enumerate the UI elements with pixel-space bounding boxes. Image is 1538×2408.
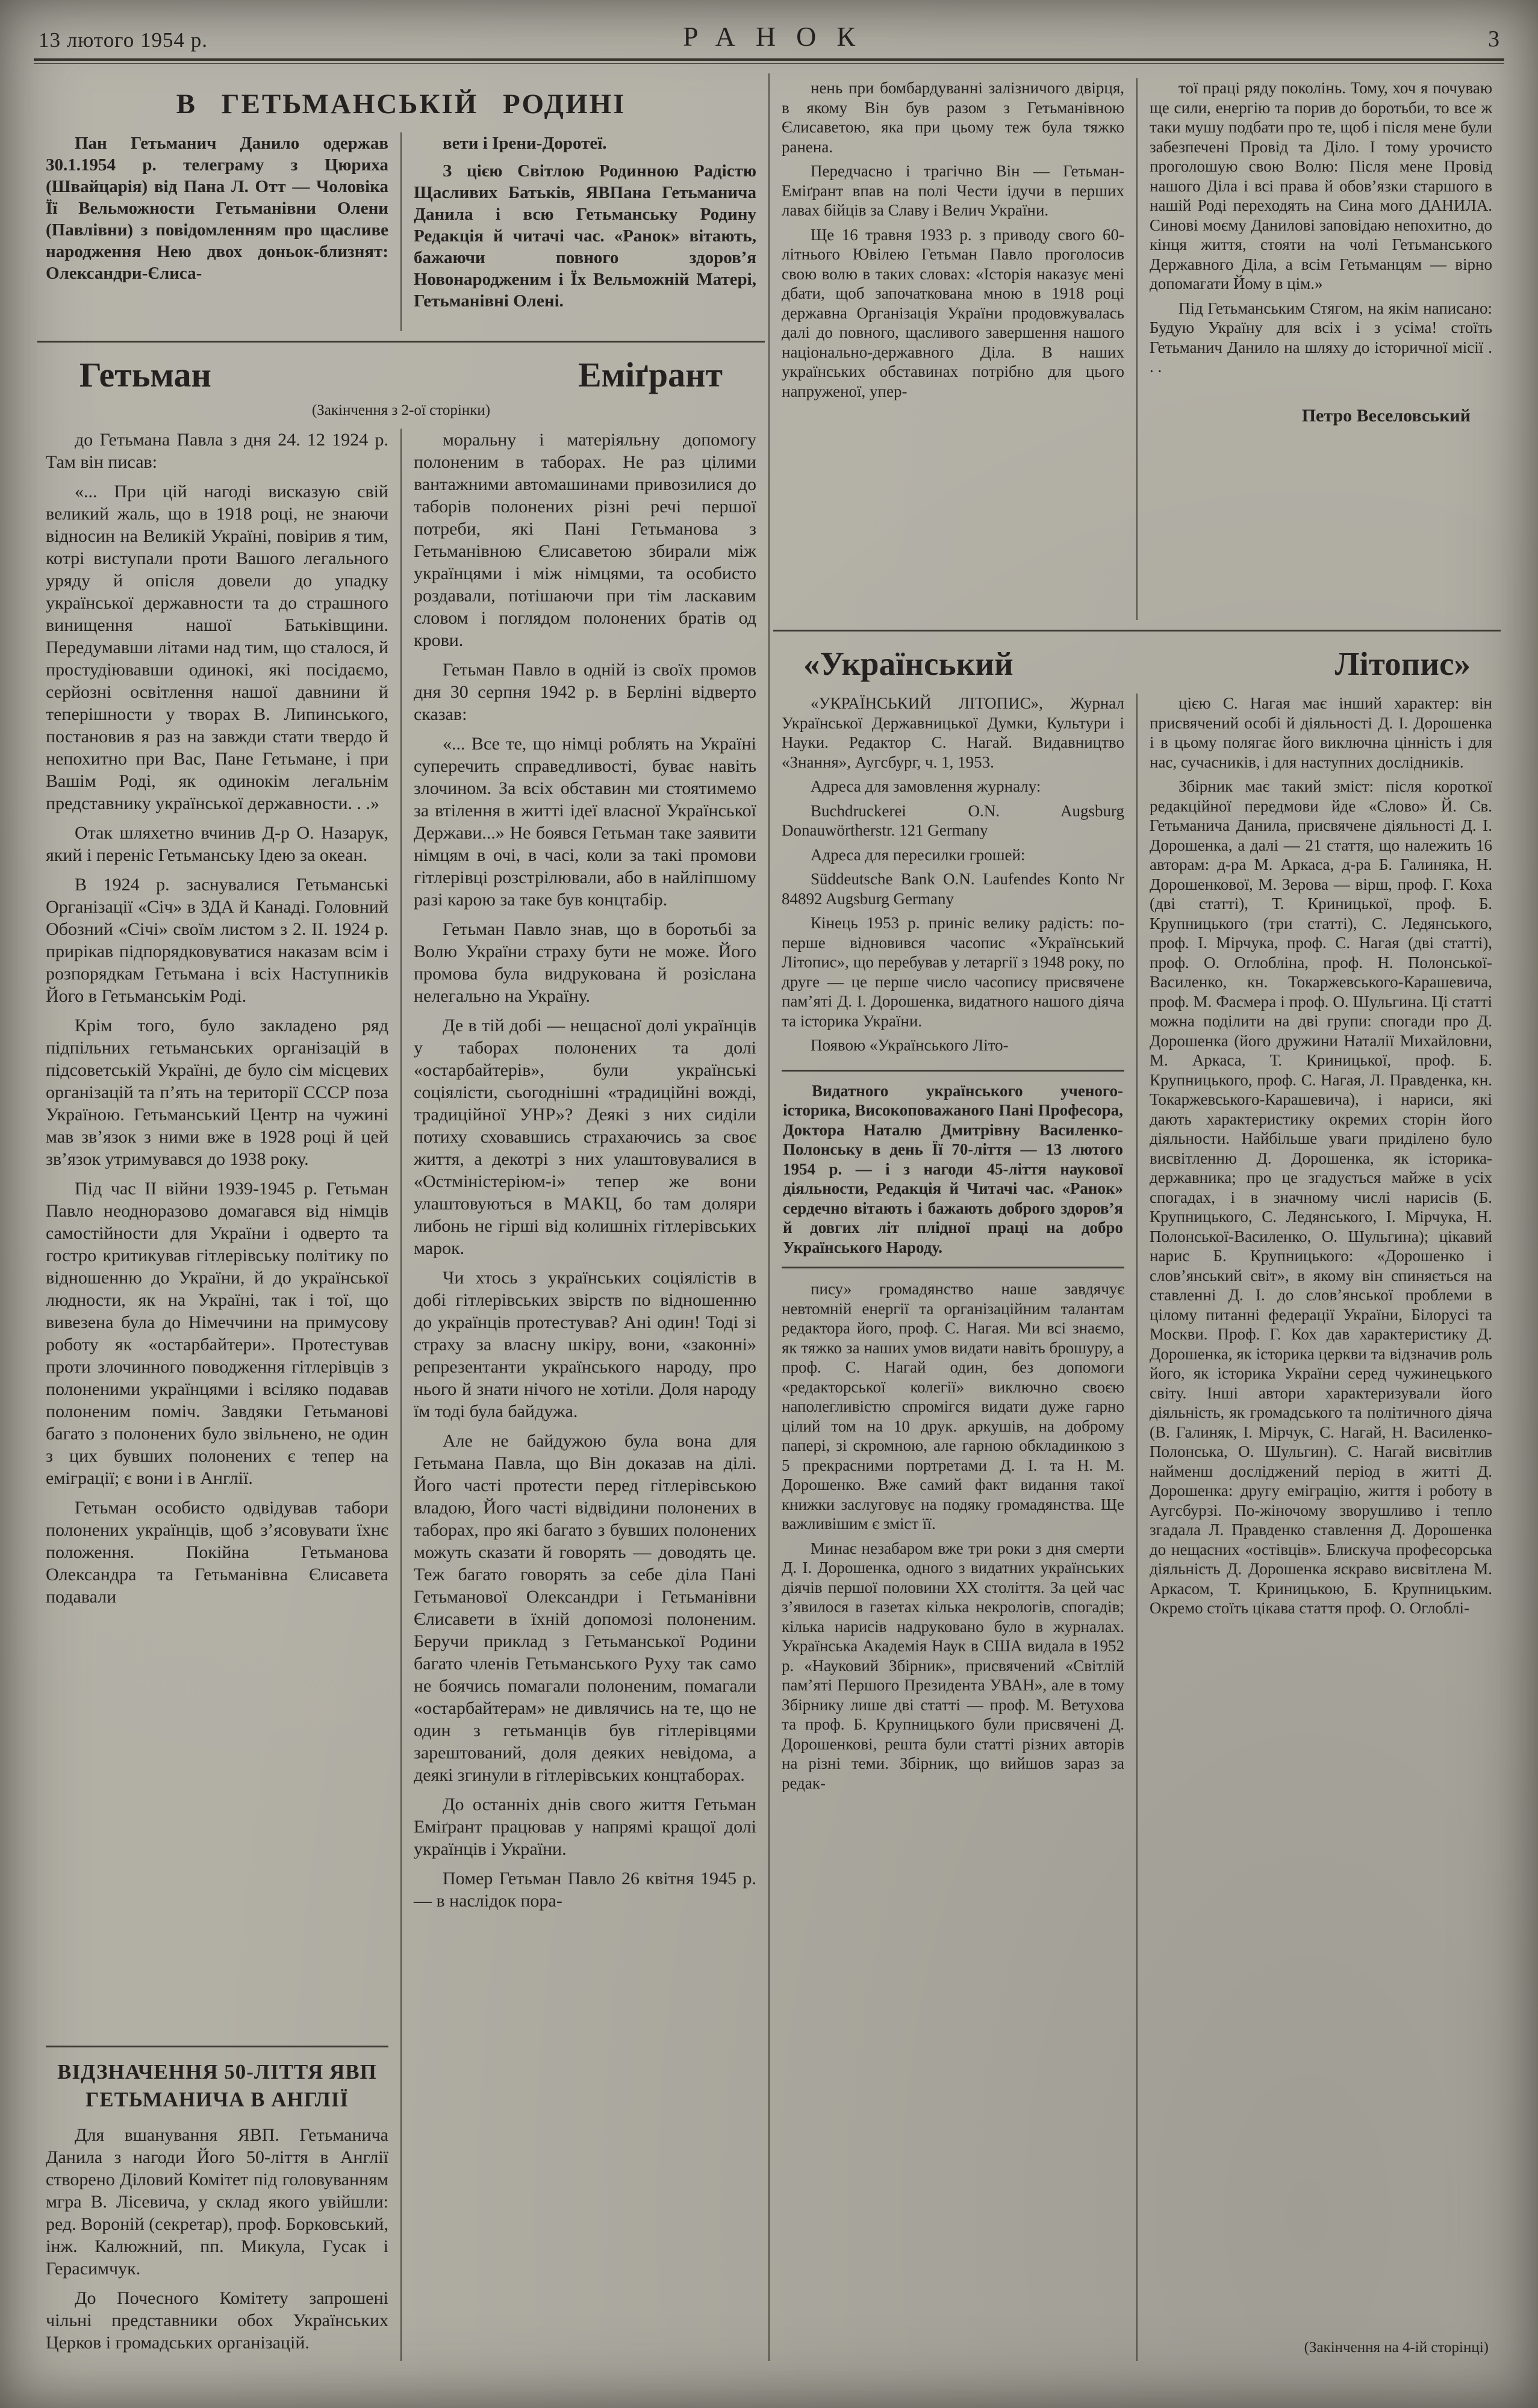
page-number: 3	[1488, 26, 1499, 52]
litopys-article	[770, 641, 1504, 2361]
litopys-text-1	[782, 1279, 1124, 1798]
header-rule	[34, 58, 1504, 64]
litopys-column-1	[770, 694, 1136, 2361]
section-divider	[773, 630, 1501, 631]
paragraph: До останніх днів свого життя Гетьман Еміґрант працював у напрямі кращої долі українців і України.	[414, 1795, 756, 1859]
page-header	[0, 0, 1538, 58]
paragraph: Ще 16 травня 1933 р. з приводу свого 60-літнього Ювілею Гетьман Павло проголосив свою волю в таких словах: «Історія наказує мені дбати, щоб започаткована мною в 1918 році державна Організація України продовжувалась далі до повного, щасливого завершення нашого національно-державного Діла. В наших українських обставинах потрібно для цього напруженої, упер-	[782, 225, 1124, 400]
family-text-2	[414, 132, 756, 312]
paragraph: Отак шляхетно вчинив Д-р О. Назарук, який і переніс Гетьманську Ідею за океан.	[46, 823, 388, 865]
section-divider	[37, 341, 765, 343]
paragraph: Адреса для пересилки грошей:	[811, 845, 1026, 864]
continuation-note: (Закінчення на 4-ій сторінці)	[1304, 2339, 1489, 2356]
family-article-title: В ГЕТЬМАНСЬКІЙ РОДИНІ	[176, 88, 626, 120]
paragraph: «УКРАЇНСЬКИЙ ЛІТОПИС», Журнал Української Державницької Думки, Культури і Науки. Редактор С. Нагай. Видавництво «Знання», Аугсбург, ч. 1, 1953.	[782, 694, 1124, 771]
hetman-column-3	[770, 78, 1136, 620]
hetman-column-1	[34, 429, 400, 2361]
paragraph: Адреса для замовлення журналу:	[811, 777, 1041, 795]
litopys-article-title: «Український Літопис»	[803, 645, 1471, 682]
paragraph: Під час II війни 1939-1945 р. Гетьман Павло неодноразово домагався від німців самостійности для України і одверто та гостро критикував гітлерівську політику по відношенню до України, й до української людности, як на Україні, так і тої, що вивезена була до Німеччини на примусову роботу як «остарбайтери». Протестував проти злочинного поводження гітлерівців з полоненими українцями і всіляко подавав полоненим поміч. Завдяки Гетьманові багато з полонених було звільнено, не один з цих бувших полонених є тепер на еміграції; є вони і в Англії.	[46, 1179, 388, 1488]
paragraph: тої праці ряду поколінь. Тому, хоч я почуваю ще сили, енергію та порив до боротьби, то все ж таки мушу подбати про те, щоб і після мене були забезпечені Провід та Діло. І тому урочисто проголошую свою Волю: Після мене Провід нашого Діла і всі права й обов’язки старшого в нашій Роді переходять на Сина мого ДАНИЛА. Синові моєму Данилові заповідаю непохитно, до кінця життя, стояти на чолі Гетьманського Державного Діла, а всім Гетьманцям — вірно допомагати Йому в цім.»	[1150, 79, 1492, 293]
paragraph: Але не байдужою була вона для Гетьмана Павла, що Він доказав на ділі. Його часті протести перед гітлерівською владою, Його часті відвідини полонених в таборах, про які багато з бувших полонених можуть сказати й говорять — доводять це. Теж багато говорять за себе діла Пані Гетьманової Олександри і Гетьманівни Єлисавети в їхній допомозі полоненим. Беручи приклад з Гетьманської Родини багато членів Гетьманського Руху так само не боячись помагали полоненим, помагали «остарбайтерам» не дивлячись на те, що не один з гетьманців був гітлерівцями зарештований, доля деяких невідома, а деякі згинули в гітлерівських концтаборах.	[414, 1431, 756, 1785]
greeting-box	[782, 1070, 1124, 1269]
paragraph: «... При цій нагоді висказую свій великий жаль, що в 1918 році, не знаючи відносин на Великій Україні, повірив я тим, котрі виступали проти Вашого легального уряду й опісля довели до упадку української державности та до страшного винищення нашої Батьківщини. Передумавши літами над тим, що сталося, й простудіювавши одинокі, які посідаємо, серйозні освітлення нашої давнини й теперішности у творах В. Липинського, постановив я раз на завжди стати твердо й непохитно при Вас, Пане Гетьмане, і при Вашім Роді, як одинокім легальнім представнику української державности. . .»	[46, 482, 388, 813]
hetman-text-3	[782, 78, 1124, 406]
paragraph: Гетьман Павло знав, що в боротьбі за Волю України страху бути не може. Його промова була видрукована й розіслана нелегально на Україну.	[414, 919, 756, 1006]
paragraph: Крім того, було закладено ряд підпільних гетьманських організацій в підсоветській Україні, де було сім місцевих організацій та п’ять на території СССР поза Україною. Гетьманський Центр на чужині мав зв’язок з ними вже в 1928 році й цей зв’язок утримувався до 1938 року.	[46, 1016, 388, 1169]
hetman-column-4	[1136, 78, 1504, 620]
hetman-columns	[34, 429, 768, 2361]
paragraph: цією С. Нагая має інший характер: він присвячений особі й діяльності Д. І. Дорошенка і в цьому полягає його виключна цінність і для нас, сучасників, і для наступних дослідників.	[1150, 694, 1492, 771]
paragraph: нень при бомбардуванні залізничого двірця, в якому Він був разом з Гетьманівною Єлисаветою, яка при цьому теж була тяжко ранена.	[782, 79, 1124, 156]
paragraph: Помер Гетьман Павло 26 квітня 1945 р. — в наслідок пора-	[414, 1869, 756, 1911]
hetman-column-2	[400, 429, 768, 2361]
paragraph: «... Все те, що німці роблять на Україні суперечить справедливості, буває навіть злочином. За всіх обставин ми стоятимемо за втілення в житті ідеї власної Української Держави...» Не боявся Гетьман таке заявити німцям в очі, в часі, коли за такі промови гітлерівці розстрілювали, або в найліпшому разі карою за таке був концтабір.	[414, 734, 756, 910]
greeting-text	[783, 1081, 1123, 1258]
paragraph: моральну і матеріяльну допомогу полоненим в таборах. Не раз цілими вантажними автомашинами привозилися до таборів полонених різні речі першої потреби, які Пані Гетьманова з Гетьманівною Єлисаветою збирали між українцями і між німцями, та особисто роздавали, потішаючи при тім ласкавим словом і поглядом полонених братів од крови.	[414, 430, 756, 650]
hetman-article	[34, 352, 768, 2361]
paragraph: Збірник має такий зміст: після короткої редакційної передмови йде «Слово» Й. Св. Гетьманича Данила, присвячене діяльності Д. І. Дорошенка, а далі — 21 стаття, що належить 16 авторам: д-ра М. Аркаса, д-ра Б. Галиняка, Н. Дорошенкової, М. Зерова — вірш, проф. Г. Коха (дві статті), Т. Криницької, проф. Б. Крупницького (три статті), С. Ледянського, проф. І. Мірчука, проф. С. Нагая (дві статті), проф. О. Оглобліна, проф. Н. Полонської-Василенко, кн. Токаржевського-Карашевича, проф. М. Фасмера і проф. О. Шульгина. Ці статті можна поділити на дві групи: спогади про Д. Дорошенка (його дружини Наталії Михайловни, М. Аркаса, Т. Криницької, проф. Б. Крупницького, проф. С. Нагая, Л. Правденка, кн. Токаржевського-Карашевича), і нариси, які дають характеристику окремих сторін його діяльности. Найбільше уваги приділено було висвітленню Д. Дорошенка, як історика-державника; про це згадується майже в усіх спогадах, і в значному числі нарисів (Б. Крупницького, С. Ледянського, І. Мірчука, Н. Полонської-Василенко, О. Шульгина); цікавий нарис Б. Крупницького: «Дорошенко і слов’янський світ», в якому він спиняється на ставленні Д. І. до слов’янської проблеми в цілому питанні федерації України, Білорусі та Москви. Проф. Г. Кох дав характеристику Д. Дорошенка, як історика церкви та відзначив роль його, як історика України серед чужинецького світу. Інші автори характеризували його діяльність, як громадського та політичного діяча (В. Галиняк, І. Мірчук, С. Нагай, Н. Василенко-Полонська, О. Шульгин). С. Нагай висвітлив найменш досліджений період в житті Д. Дорошенка: другу еміграцію, життя і роботу в Аугсбурзі. По-жіночому зворушливо і тепло згадала Л. Правденко ставлення Д. Дорошенка до нещасних «остівців». Блискуча професорська діяльність Д. Дорошенка яскраво висвітлена М. Аркасом, Т. Криницькою, Б. Крупницьким. Окремо стоїть цікава стаття проф. О. Оглоблі-	[1150, 777, 1492, 1617]
paragraph: вети і Ірени-Доротеї.	[443, 134, 607, 153]
family-column-1	[34, 132, 400, 331]
paragraph: Гетьман Павло в одній із своїх промов дня 30 серпня 1942 р. в Берліні відверто сказав:	[414, 660, 756, 724]
litopys-text-2	[1150, 694, 1492, 1623]
paragraph: Де в тій добі — нещасної долі українців у таборах полонених та долі «остарбайтерів», були українські соціялісти, сьогоднішні «традиційні вожді, традиційної УНР»? Деякі з них сиділи потиху сховавшись страхаючись за своє життя, а декотрі з них улаштовувалися в «Остміністеріюм-і» тепер же вони улаштовуються в МАКЦ, бо там доляри либонь не гірші від колишніх гітлерівських марок.	[414, 1016, 756, 1258]
paragraph: до Гетьмана Павла з дня 24. 12 1924 р. Там він писав:	[46, 430, 388, 472]
litopys-column-2	[1136, 694, 1504, 2361]
paragraph: Кінець 1953 р. приніс велику радість: по-перше відновився часопис «Український Літопис», що перебував у летаргії з 1948 року, по друге — це перше число часопису присвячене пам’яті Д. І. Дорошенка, видатного нашого діяча та історика України.	[782, 914, 1124, 1030]
paragraph: Süddeutsche Bank O.N. Laufendes Konto Nr 84892 Augsburg Germany	[782, 870, 1124, 908]
hetman-text-2	[414, 429, 756, 1919]
anniversary-article	[46, 2035, 388, 2361]
article-signature: Петро Веселовський	[1301, 405, 1471, 426]
family-column-2	[400, 132, 768, 331]
left-half	[34, 73, 770, 2361]
paragraph: пису» громадянство наше завдячує невтомній енергії та організаційним талантам редактора його, проф. С. Нагая. Ми всі знаємо, як тяжко за наших умов видати навіть брошуру, а проф. С. Нагай один, без допомоги «редакторської колегії» виключно своєю наполегливістю спромігся видати дуже гарно цілий том на 10 друк. аркушів, на доброму папері, зі скромною, але гарною обкладинкою з 5 прекрасними портретами Д. І. та Н. М. Дорошенко. Вже самий факт видання такої книжки заслуговує на подяку громадянства. Ще важливішим є зміст її.	[782, 1280, 1124, 1533]
hetman-text-4	[1150, 78, 1492, 382]
hetman-continuation	[770, 73, 1504, 620]
paragraph: Гетьман особисто одвідував табори полонених українців, щоб з’ясовувати їхнє положення. Покійна Гетьманова Олександра та Гетьманівна Єлисавета подавали	[46, 1498, 388, 1607]
paragraph: До Почесного Комітету запрошені чільні представники обох Українських Церков і громадських організацій.	[46, 2288, 388, 2353]
paragraph: В 1924 р. заснувалися Гетьманські Організації «Січ» в ЗДА й Канаді. Головний Обозний «Січі» своїм листом з 2. II. 1924 р. прирікав підпорядковуватися наказам всім і розпорядкам Гетьмана і всіх Наступників Його в Гетьманськім Роді.	[46, 875, 388, 1006]
paragraph: Передчасно і трагічно Він — Гетьман-Еміґрант впав на полі Чести ідучи в перших лавах бійців за Славу і Велич України.	[782, 162, 1124, 219]
paragraph: Появою «Українського Літо-	[811, 1036, 1009, 1054]
masthead-title: РАНОК	[682, 21, 876, 52]
page-content	[34, 73, 1504, 2361]
litopys-intro	[782, 694, 1124, 1060]
issue-date: 13 лютого 1954 р.	[39, 28, 208, 52]
paragraph: Під Гетьманським Стягом, на якім написано: Будую Україну для всіх і з усіма! стоїть Гетьманич Данило на шляху до історичної місії . . .	[1150, 299, 1492, 376]
litopys-columns	[770, 694, 1504, 2361]
paragraph: Чи хтось з українських соціялістів в добі гітлерівських звірств по відношенню до українців протестував? Ані один! Тоді зі страху за власну шкіру, вони, «законні» репрезентанти українського народу, про нього й знати нічого не хотіли. Доля народу їм тоді була байдужа.	[414, 1268, 756, 1421]
paragraph: Для вшанування ЯВП. Гетьманича Данила з нагоди Його 50-ліття в Англії створено Діловий Комітет під головуванням мгра В. Лісевича, у склад якого увійшли: ред. Вороній (секретар), проф. Борковський, інж. Калюжний, пп. Микула, Гусак і Герасимчук.	[46, 2125, 388, 2279]
anniversary-article-title: ВІДЗНАЧЕННЯ 50-ЛІТТЯ ЯВП ГЕТЬМАНИЧА В АНГЛІЇ	[57, 2060, 377, 2111]
hetman-article-subtitle: (Закінчення з 2-ої сторінки)	[311, 402, 491, 418]
paragraph: Пан Гетьманич Данило одержав 30.1.1954 р. телеграму з Цюриха (Швайцарія) від Пана Л. Отт — Чоловіка Її Вельможности Гетьманівни Олени (Павлівни) з повідомленням про щасливе народження Нею двох доньок-близнят: Олександри-Єлиса-	[46, 134, 388, 283]
family-text-1	[46, 132, 388, 284]
family-article	[34, 73, 768, 331]
paragraph: Buchdruckerei O.N. Augsburg Donauwörtherstr. 121 Germany	[782, 801, 1124, 839]
paragraph: З цією Світлою Родинною Радістю Щасливих Батьків, ЯВПана Гетьманича Данила і всю Гетьманську Родину Редакція й читачі час. «Ранок» вітають, бажаючи повного здоров’я Новонародженим і Їх Вельможній Матері, Гетьманівні Олені.	[414, 161, 756, 311]
right-half	[770, 73, 1504, 2361]
hetman-text-1	[46, 429, 388, 1615]
family-columns	[34, 132, 768, 331]
paragraph: Видатного українського ученого-історика, Високоповажаного Пані Професора, Доктора Наталю Дмитрівну Василенко-Полонську в день Її 70-ліття — 13 лютого 1954 р. — і з нагоди 45-ліття наукової діяльности, Редакція й Читачі час. «Ранок» сердечно вітають і бажають доброго здоров’я й довгих літ плідної праці на добро Українського Народу.	[783, 1081, 1123, 1256]
section-divider	[46, 2046, 388, 2047]
hetman-article-title: Гетьман Еміґрант	[79, 355, 723, 394]
paragraph: Минає незабаром вже три роки з дня смерти Д. І. Дорошенка, одного з видатних українських діячів першої половини XX століття. За цей час з’явилося в газетах кілька некрологів, спогадів; кілька нарисів надруковано було в журналах. Українська Академія Наук в США видала в 1952 р. «Науковий Збірник», присвячений «Світлій пам’яті Першого Президента УВАН», але в тому Збірнику лише дві статті — проф. М. Ветухова та проф. Б. Крупницького були присвячені Д. Дорошенкові, решта були статті різних авторів на різні теми. Збірник, що вийшов зараз за редак-	[782, 1539, 1124, 1792]
anniversary-text	[46, 2124, 388, 2354]
